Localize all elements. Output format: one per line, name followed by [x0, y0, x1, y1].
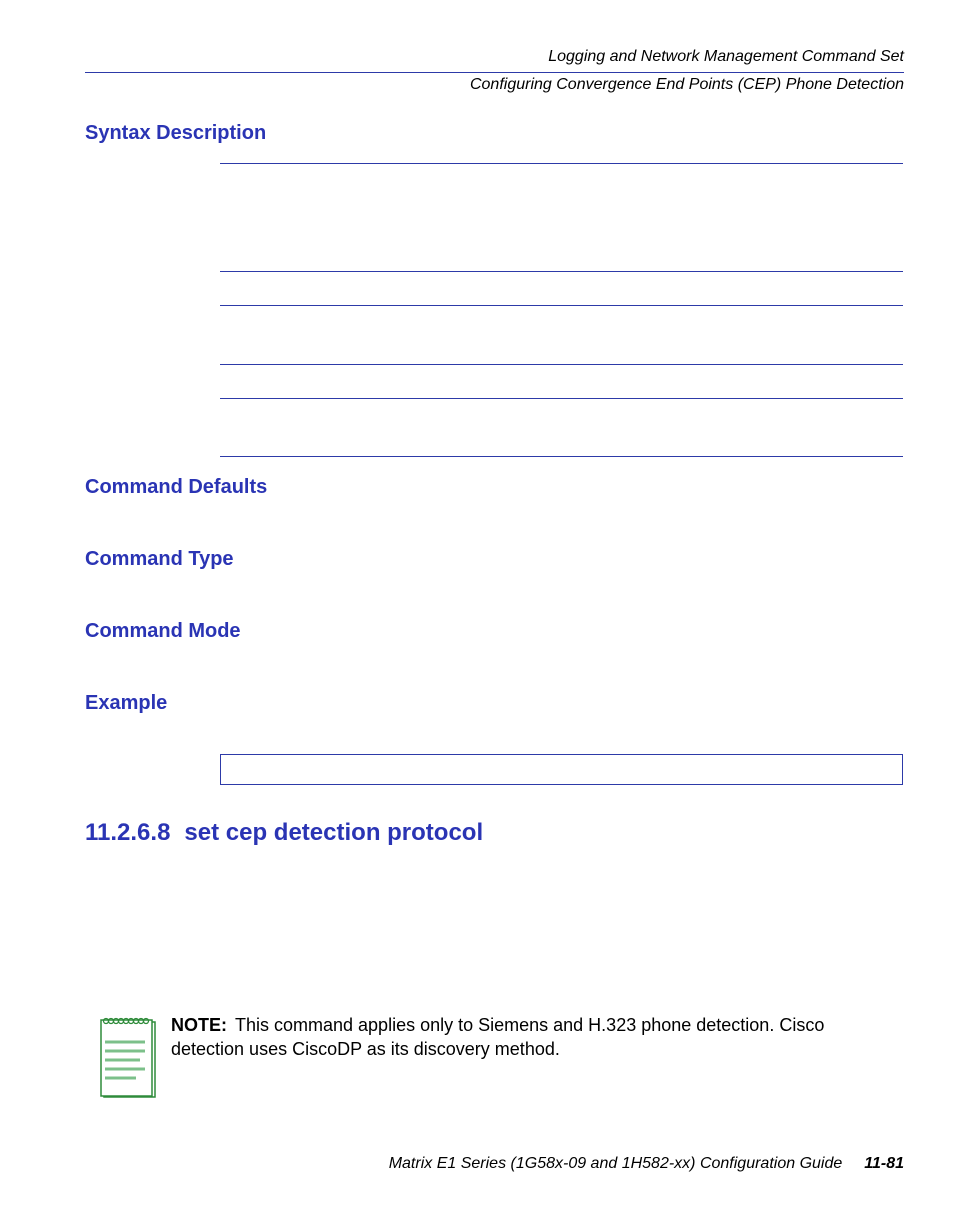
command-type-heading: Command Type — [85, 548, 234, 570]
syntax-table-rule-4 — [220, 364, 903, 365]
header-rule — [85, 72, 904, 73]
note-body: This command applies only to Siemens and H.323 phone detection. Cisco detection uses CiscoDP as its discovery method. — [171, 1015, 825, 1059]
note-paragraph — [171, 1013, 871, 1061]
example-code-box — [220, 754, 903, 785]
syntax-table-rule-1 — [220, 163, 903, 164]
section-heading — [85, 819, 483, 847]
syntax-table-rule-3 — [220, 305, 903, 306]
command-mode-heading: Command Mode — [85, 620, 241, 642]
notepad-icon — [100, 1017, 158, 1099]
note-label: NOTE: — [171, 1015, 227, 1035]
syntax-table-rule-6 — [220, 456, 903, 457]
syntax-description-heading: Syntax Description — [85, 122, 267, 144]
page-number: 11-81 — [864, 1155, 904, 1172]
running-header-chapter: Logging and Network Management Command Set — [548, 48, 904, 65]
running-header-section: Configuring Convergence End Points (CEP) Phone Detection — [469, 76, 904, 93]
syntax-table-rule-5 — [220, 398, 903, 399]
footer-guide-title: Matrix E1 Series (1G58x-09 and 1H582-xx) Configuration Guide — [388, 1155, 843, 1172]
example-heading: Example — [85, 692, 168, 714]
section-title: set cep detection protocol — [184, 819, 484, 846]
section-number: 11.2.6.8 — [85, 819, 171, 846]
command-defaults-heading: Command Defaults — [85, 476, 268, 498]
page-footer — [389, 1155, 904, 1173]
syntax-table-rule-2 — [220, 271, 903, 272]
